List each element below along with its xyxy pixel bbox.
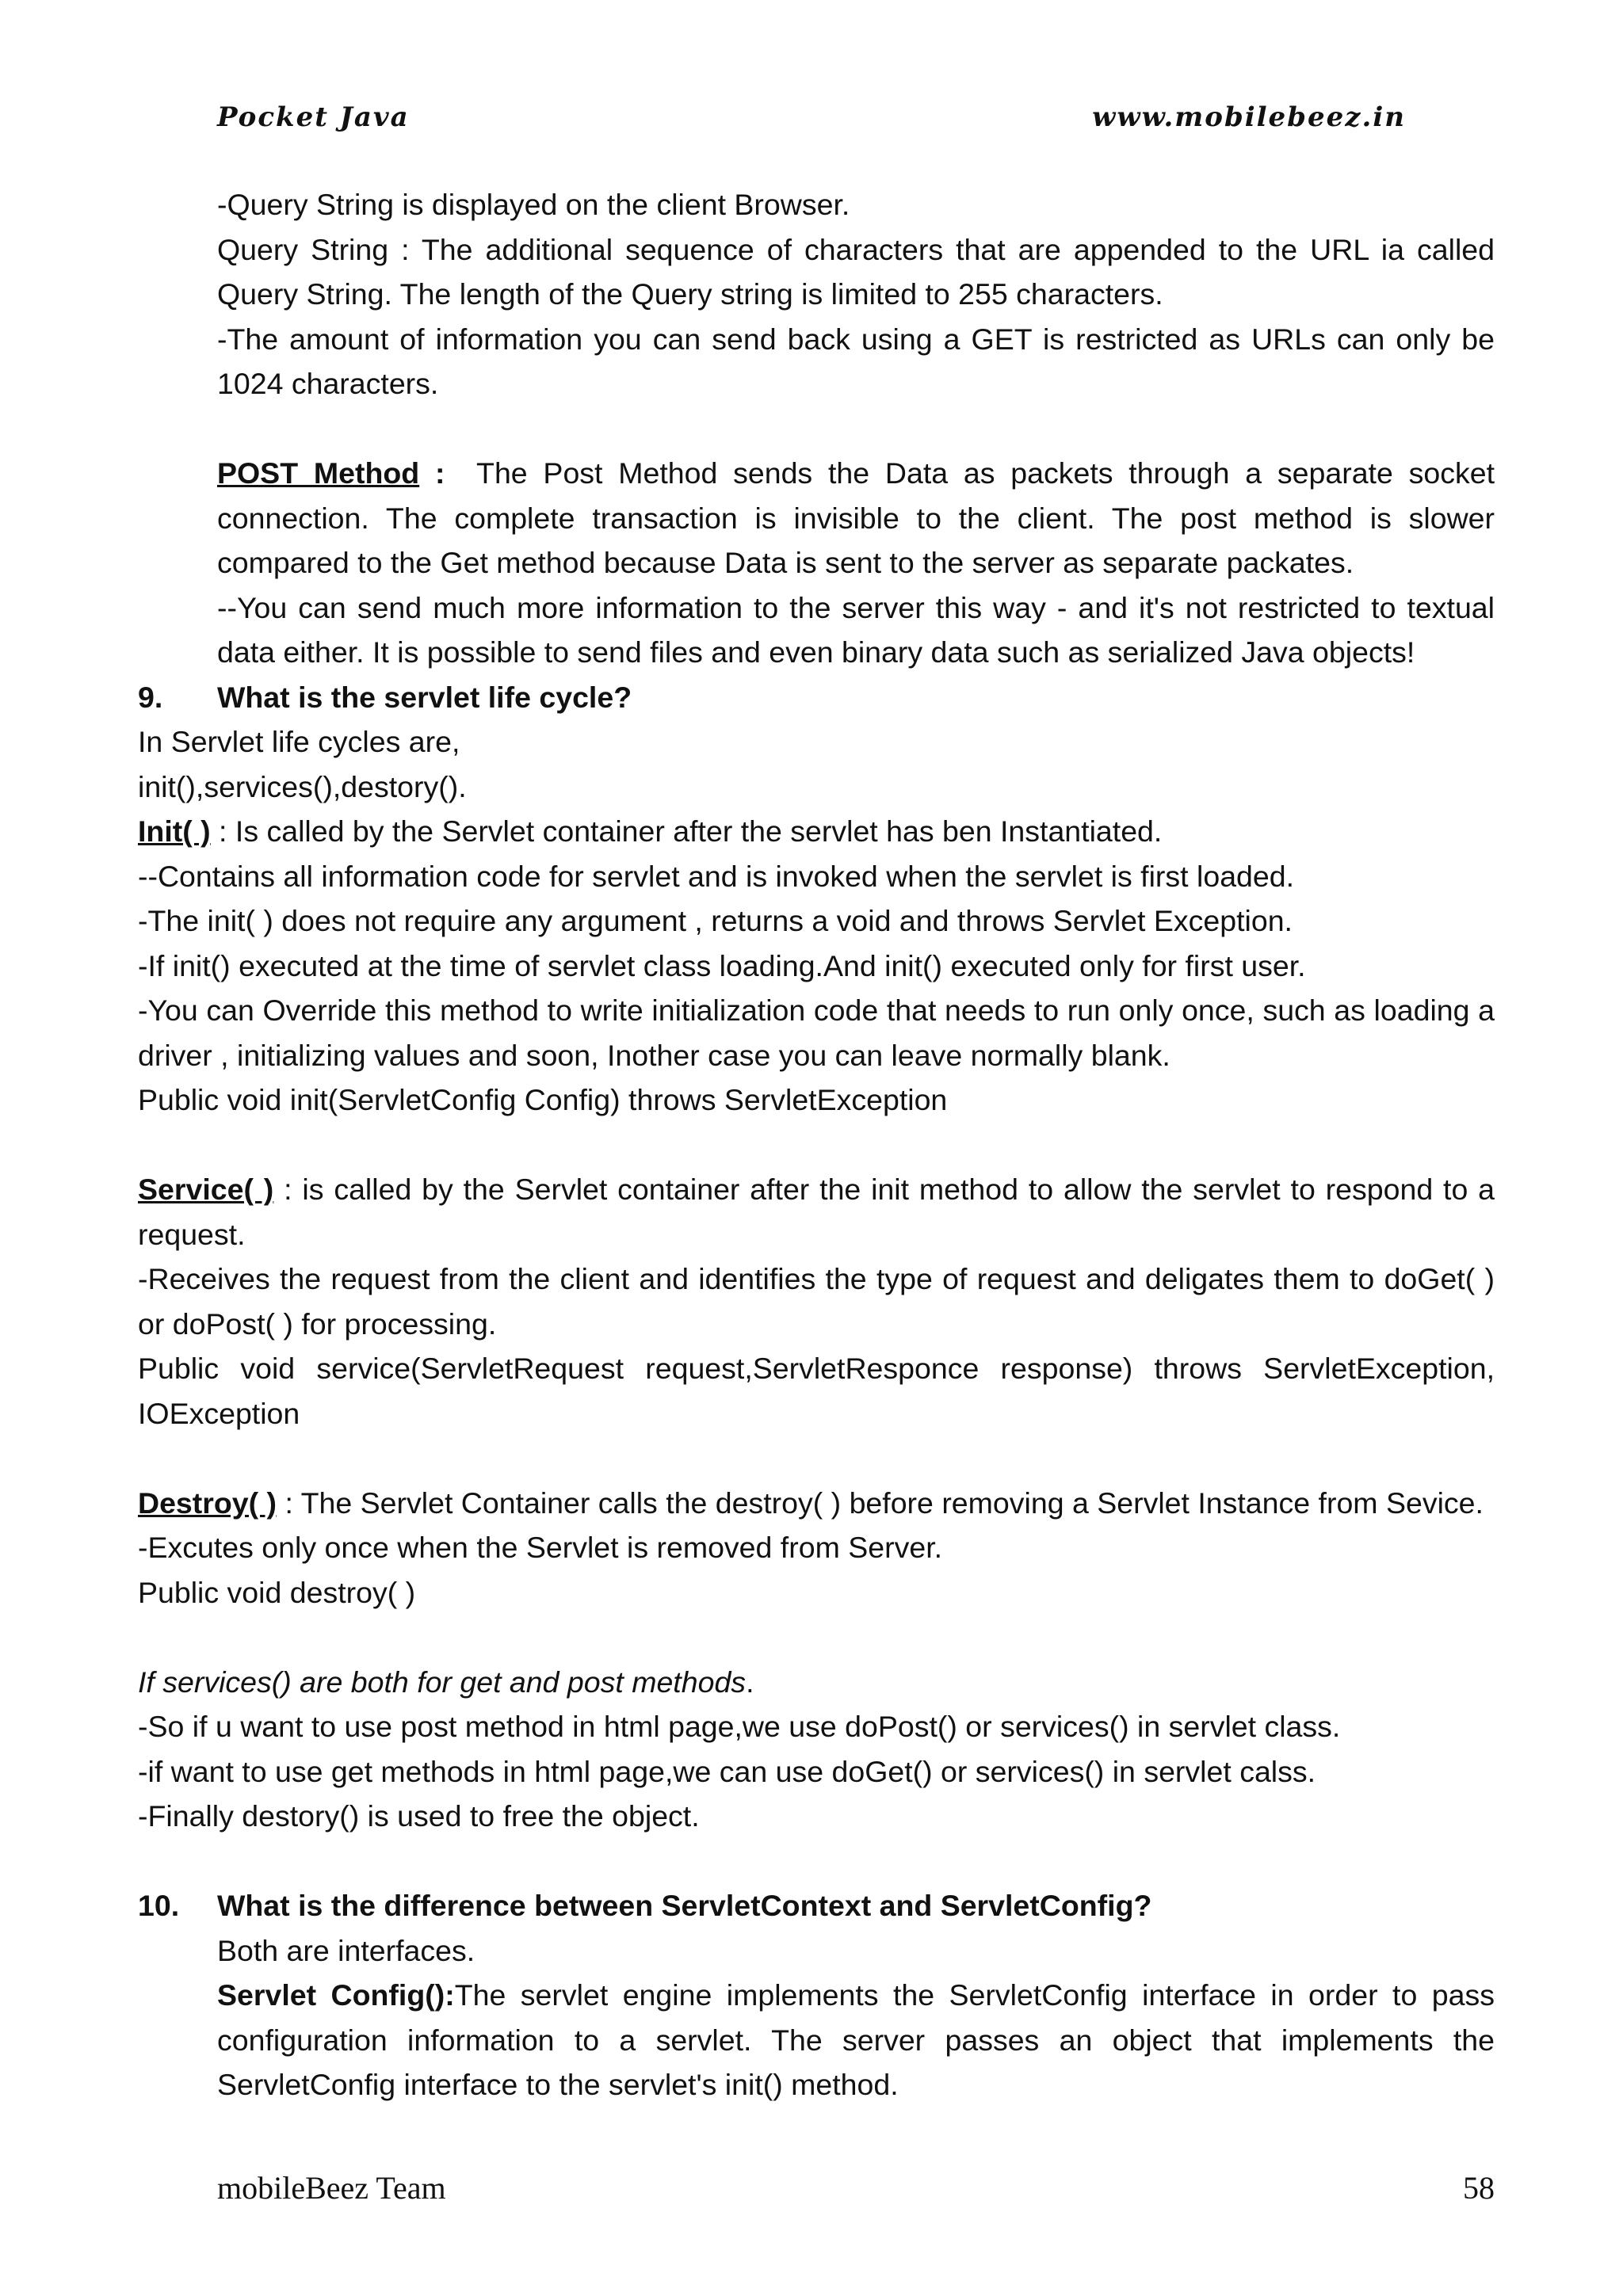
summary-line-3: -Finally destory() is used to free the object. <box>138 1799 700 1833</box>
servlet-config-label: Servlet Config(): <box>217 1978 455 2012</box>
lifecycle-methods: init(),services(),destory(). <box>138 769 467 803</box>
destroy-note-1: -Excutes only once when the Servlet is removed from Server. <box>138 1531 943 1564</box>
service-signature: Public void service(ServletRequest request,ServletResponce response) throws ServletException, IOException <box>138 1352 1495 1430</box>
summary-title-end: . <box>746 1665 754 1699</box>
service-note-1: -Receives the request from the client and identifies the type of request and deligates them to doGet( ) or doPost( ) for processing. <box>138 1262 1495 1341</box>
get-limit-note: -The amount of information you can send back using a GET is restricted as URLs can only be 1024 characters. <box>217 322 1495 400</box>
post-method-separator: : <box>419 456 477 490</box>
post-method-note: --You can send much more information to the server this way - and it's not restricted to textual data either. It is possible to send files and even binary data such as serialized Java objects! <box>217 590 1495 669</box>
summary-line-2: -if want to use get methods in html page,we can use doGet() or services() in servlet calss. <box>138 1754 1316 1788</box>
question-number: 10. <box>138 1889 180 1922</box>
page-number: 58 <box>1463 2170 1495 2206</box>
page-header <box>217 101 1406 149</box>
interfaces-note: Both are interfaces. <box>217 1933 475 1967</box>
post-method-text: The Post Method sends the Data as packets through a separate socket connection. The complete transaction is invisible to the client. The post method is slower compared to the Get method because Data is sent to the server as separate packates. <box>217 456 1495 579</box>
post-method-label: POST Method <box>217 456 420 490</box>
spacer <box>138 1615 1495 1660</box>
spacer <box>138 406 1495 452</box>
website-url: www.mobilebeez.in <box>1092 101 1406 133</box>
servlet-config-text: The servlet engine implements the ServletConfig interface in order to pass configuration information to a servlet. The server passes an object that implements the ServletConfig interface to the servlet's init() method. <box>217 1978 1495 2101</box>
spacer <box>138 1839 1495 1884</box>
spacer <box>138 1436 1495 1481</box>
summary-title-text: If services() are both for get and post methods <box>138 1665 747 1699</box>
summary-line-1: -So if u want to use post method in html page,we use doPost() or services() in servlet class. <box>138 1710 1341 1743</box>
init-label: Init( ) <box>138 814 211 848</box>
page-body <box>138 182 1495 2107</box>
book-title: Pocket Java <box>217 101 410 133</box>
question-title: What is the servlet life cycle? <box>217 680 632 714</box>
spacer <box>138 1123 1495 1168</box>
init-paragraph <box>138 809 1495 854</box>
question-number: 9. <box>138 680 163 714</box>
footer-team: mobileBeez Team <box>217 2170 446 2206</box>
init-note-4: -You can Override this method to write initialization code that needs to run only once, such as loading a driver , initializing values and soon, Inother case you can leave normally blank. <box>138 994 1495 1072</box>
destroy-signature: Public void destroy( ) <box>138 1575 416 1609</box>
post-method-paragraph <box>138 451 1495 585</box>
init-note-1: --Contains all information code for servlet and is invoked when the servlet is first loaded. <box>138 859 1295 893</box>
destroy-text: : The Servlet Container calls the destroy( ) before removing a Servlet Instance from Sevice. <box>277 1486 1484 1520</box>
question-title: What is the difference between ServletContext and ServletConfig? <box>217 1889 1152 1922</box>
init-note-2: -The init( ) does not require any argument , returns a void and throws Servlet Exception. <box>138 904 1293 937</box>
destroy-paragraph <box>138 1481 1495 1526</box>
init-text: : Is called by the Servlet container after the servlet has ben Instantiated. <box>210 814 1163 848</box>
query-string-definition: Query String : The additional sequence of characters that are appended to the URL ia called Query String. The length of the Query string is limited to 255 characters. <box>217 232 1495 311</box>
lifecycle-intro: In Servlet life cycles are, <box>138 725 460 758</box>
service-text: : is called by the Servlet container after the init method to allow the servlet to respond to a request. <box>138 1173 1495 1251</box>
servlet-config-paragraph <box>138 1973 1495 2107</box>
get-note-browser: -Query String is displayed on the client Browser. <box>217 188 850 221</box>
init-signature: Public void init(ServletConfig Config) throws ServletException <box>138 1083 948 1116</box>
question-9-heading <box>138 675 1495 720</box>
service-paragraph <box>138 1167 1495 1257</box>
service-label: Service( ) <box>138 1173 274 1206</box>
summary-title <box>138 1660 1495 1705</box>
question-10-heading <box>138 1883 1495 1928</box>
destroy-label: Destroy( ) <box>138 1486 277 1520</box>
init-note-3: -If init() executed at the time of servlet class loading.And init() executed only for first user. <box>138 948 1306 982</box>
